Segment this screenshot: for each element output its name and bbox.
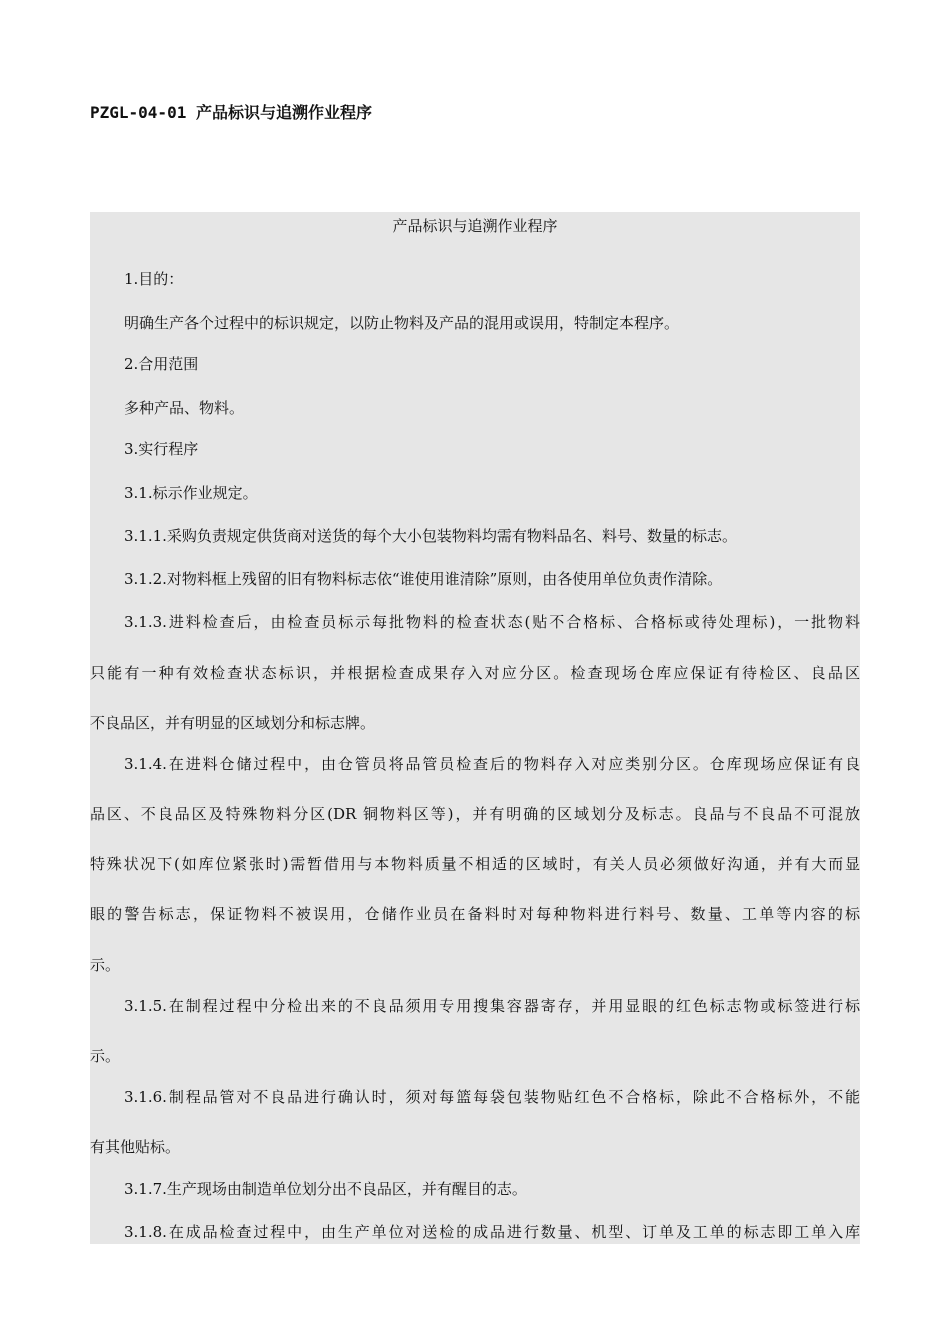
section-heading-scope: 2.合用范围 [124, 355, 199, 373]
clause-3-1-7: 3.1.7.生产现场由制造单位划分出不良品区，并有醒目的志。 [124, 1180, 527, 1198]
paragraph-scope: 多种产品、物料。 [124, 399, 245, 417]
clause-3-1-3-line-1: 3.1.3.进料检查后，由检查员标示每批物料的检查状态(贴不合格标、合格标或待处理标)，一批物料 [124, 613, 860, 631]
subsection-heading-3-1: 3.1.标示作业规定。 [124, 484, 258, 502]
paragraph-purpose: 明确生产各个过程中的标识规定，以防止物料及产品的混用或误用，特制定本程序。 [124, 314, 680, 332]
section-heading-procedure: 3.实行程序 [124, 440, 199, 458]
clause-3-1-4-line-5: 示。 [90, 956, 121, 974]
document-title: 产品标识与追溯作业程序 [392, 217, 558, 235]
clause-3-1-1: 3.1.1.采购负责规定供货商对送货的每个大小包装物料均需有物料品名、料号、数量的标志。 [124, 527, 737, 545]
clause-3-1-4-line-1: 3.1.4.在进料仓储过程中，由仓管员将品管员检查后的物料存入对应类别分区。仓库现场应保证有良 [124, 755, 860, 773]
clause-3-1-6-line-1: 3.1.6.制程品管对不良品进行确认时，须对每篮每袋包装物贴红色不合格标，除此不合格标外，不能 [124, 1088, 860, 1106]
clause-3-1-6-line-2: 有其他贴标。 [90, 1138, 181, 1156]
clause-3-1-2: 3.1.2.对物料框上残留的旧有物料标志依“谁使用谁清除”原则，由各使用单位负责作清除。 [124, 570, 723, 588]
clause-3-1-4-line-3: 特殊状况下(如库位紧张时)需暂借用与本物料质量不相适的区域时，有关人员必须做好沟通，并有大而显 [90, 855, 860, 873]
clause-3-1-5-line-2: 示。 [90, 1047, 121, 1065]
document-body [90, 212, 860, 1244]
section-heading-purpose: 1.目的： [124, 270, 184, 288]
clause-3-1-5-line-1: 3.1.5.在制程过程中分检出来的不良品须用专用搜集容器寄存，并用显眼的红色标志物或标签进行标 [124, 997, 860, 1015]
clause-3-1-3-line-2: 只能有一种有效检查状态标识，并根据检查成果存入对应分区。检查现场仓库应保证有待检区、良品区 [90, 664, 860, 682]
clause-3-1-4-line-4: 眼的警告标志，保证物料不被误用，仓储作业员在备料时对每种物料进行料号、数量、工单等内容的标 [90, 905, 860, 923]
clause-3-1-3-line-3: 不良品区，并有明显的区域划分和标志牌。 [90, 714, 376, 732]
clause-3-1-8-line-1: 3.1.8.在成品检查过程中，由生产单位对送检的成品进行数量、机型、订单及工单的标志即工单入库 [124, 1223, 860, 1241]
clause-3-1-4-line-2: 品区、不良品区及特殊物料分区(DR 铜物料区等)，并有明确的区域划分及标志。良品与不良品不可混放 [90, 805, 860, 823]
document-header-title: PZGL-04-01 产品标识与追溯作业程序 [90, 103, 372, 122]
